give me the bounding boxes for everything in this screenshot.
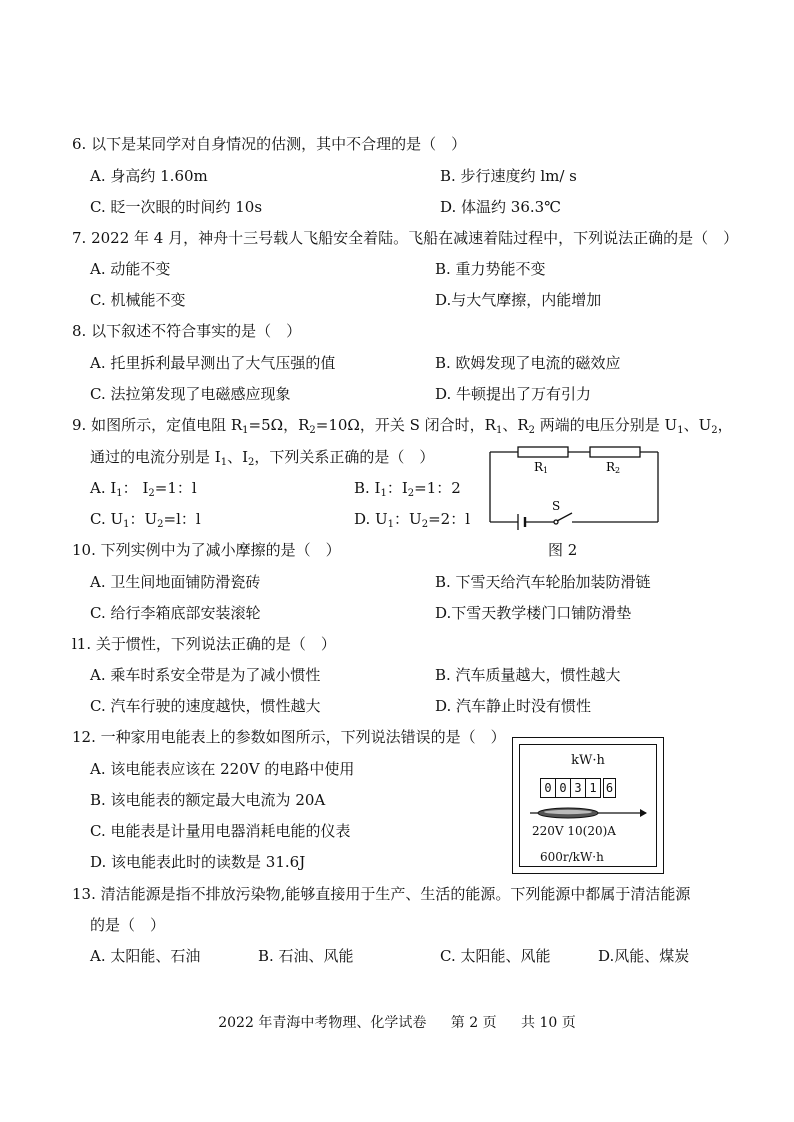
figure-caption: 图 2	[548, 541, 578, 559]
q8-option-c: C. 法拉第发现了电磁感应现象	[90, 385, 291, 403]
q12-option-b: B. 该电能表的额定最大电流为 20A	[90, 791, 326, 809]
q9-option-d: D. $U_1$：$U_2=2$：l	[354, 510, 470, 530]
meter-rev-constant: 600r/kW·h	[540, 850, 604, 864]
meter-spec-label: 220V 10(20)A	[532, 824, 616, 838]
resistor-r1	[518, 447, 568, 457]
energy-meter-figure	[512, 737, 664, 874]
footer-page-number: 第 2 页	[450, 1015, 497, 1031]
q13-stem-line2: 的是（ ）	[90, 916, 166, 934]
meter-digit: 0	[540, 778, 556, 798]
page-footer	[0, 1012, 794, 1032]
q9-option-a: A. $I_1$： $I_2=1$：l	[90, 479, 197, 499]
q6-option-d: D. 体温约 36.3℃	[440, 198, 561, 216]
q8-option-d: D. 牛顿提出了万有引力	[435, 385, 592, 403]
q8-option-b: B. 欧姆发现了电流的磁效应	[435, 354, 621, 372]
meter-unit-label: kW·h	[571, 753, 605, 768]
q8-stem: 8. 以下叙述不符合事实的是（ ）	[72, 322, 302, 340]
q9-option-b: B. $I_1$：$I_2=1$：2	[354, 479, 461, 499]
q12-option-c: C. 电能表是计量用电器消耗电能的仪表	[90, 822, 351, 840]
q6-option-a: A. 身高约 1.60m	[90, 167, 208, 185]
circuit-diagram	[484, 446, 664, 530]
q10-option-d: D.下雪天教学楼门口铺防滑垫	[435, 604, 632, 622]
q8-option-a: A. 托里拆利最早测出了大气压强的值	[90, 354, 336, 372]
q9-stem: 9. 如图所示，定值电阻 $R_1=5\Omega$，$R_2=10\Omega$，开关 S 闭合时，$R_1$、$R_2$ 两端的电压分别是 $U_1$、$U_2$，	[72, 416, 733, 436]
q6-option-b: B. 步行速度约 lm/ s	[440, 167, 577, 185]
q13-option-b: B. 石油、风能	[258, 947, 354, 965]
q11-stem: l1. 关于惯性，下列说法正确的是（ ）	[72, 635, 336, 653]
q11-option-d: D. 汽车静止时没有惯性	[435, 697, 592, 715]
q12-stem: 12. 一种家用电能表上的参数如图所示，下列说法错误的是（ ）	[72, 728, 506, 746]
q13-option-a: A. 太阳能、石油	[90, 947, 201, 965]
meter-rotating-disc-icon	[528, 803, 648, 823]
q6-stem: 6. 以下是某同学对自身情况的估测，其中不合理的是（ ）	[72, 135, 467, 153]
q10-option-a: A. 卫生间地面铺防滑瓷砖	[90, 573, 261, 591]
r1-label: R1	[534, 460, 549, 475]
q11-option-b: B. 汽车质量越大，惯性越大	[435, 666, 621, 684]
meter-digit: 3	[570, 778, 586, 798]
meter-digit-row	[540, 778, 615, 798]
switch-blade	[557, 513, 572, 521]
footer-title: 2022 年青海中考物理、化学试卷	[218, 1015, 427, 1031]
q12-option-a: A. 该电能表应该在 220V 的电路中使用	[90, 760, 355, 778]
q7-stem: 7. 2022 年 4 月，神舟十三号载人飞船安全着陆。飞船在减速着陆过程中，下列说法正确的是（ ）	[72, 229, 739, 247]
q9-stem-line2: 通过的电流分别是 $I_1$、$I_2$，下列关系正确的是（ ）	[90, 448, 435, 468]
meter-digit-decimal: 6	[603, 778, 616, 798]
q13-option-d: D.风能、煤炭	[598, 947, 690, 965]
q13-option-c: C. 太阳能、风能	[440, 947, 551, 965]
q12-option-d: D. 该电能表此时的读数是 31.6J	[90, 853, 306, 871]
energy-meter-panel	[519, 744, 657, 867]
q7-option-a: A. 动能不变	[90, 260, 171, 278]
q10-option-c: C. 给行李箱底部安装滚轮	[90, 604, 261, 622]
q10-option-b: B. 下雪天给汽车轮胎加装防滑链	[435, 573, 651, 591]
meter-digit: 1	[585, 778, 601, 798]
q6-option-c: C. 眨一次眼的时间约 10s	[90, 198, 263, 216]
q9-option-c: C. $U_1$：$U_2=l$：l	[90, 510, 201, 530]
switch-label: S	[552, 499, 561, 513]
q7-option-b: B. 重力势能不变	[435, 260, 546, 278]
r2-label: R2	[606, 460, 621, 475]
q7-option-c: C. 机械能不变	[90, 291, 186, 309]
footer-total-pages: 共 10 页	[521, 1015, 576, 1031]
meter-digit: 0	[555, 778, 571, 798]
q11-option-c: C. 汽车行驶的速度越快，惯性越大	[90, 697, 321, 715]
q10-stem: 10. 下列实例中为了减小摩擦的是（ ）	[72, 541, 341, 559]
q7-option-d: D.与大气摩擦，内能增加	[435, 291, 602, 309]
q11-option-a: A. 乘车时系安全带是为了减小惯性	[90, 666, 321, 684]
q13-stem: 13. 清洁能源是指不排放污染物,能够直接用于生产、生活的能源。下列能源中都属于清洁能源	[72, 885, 691, 903]
resistor-r2	[590, 447, 640, 457]
